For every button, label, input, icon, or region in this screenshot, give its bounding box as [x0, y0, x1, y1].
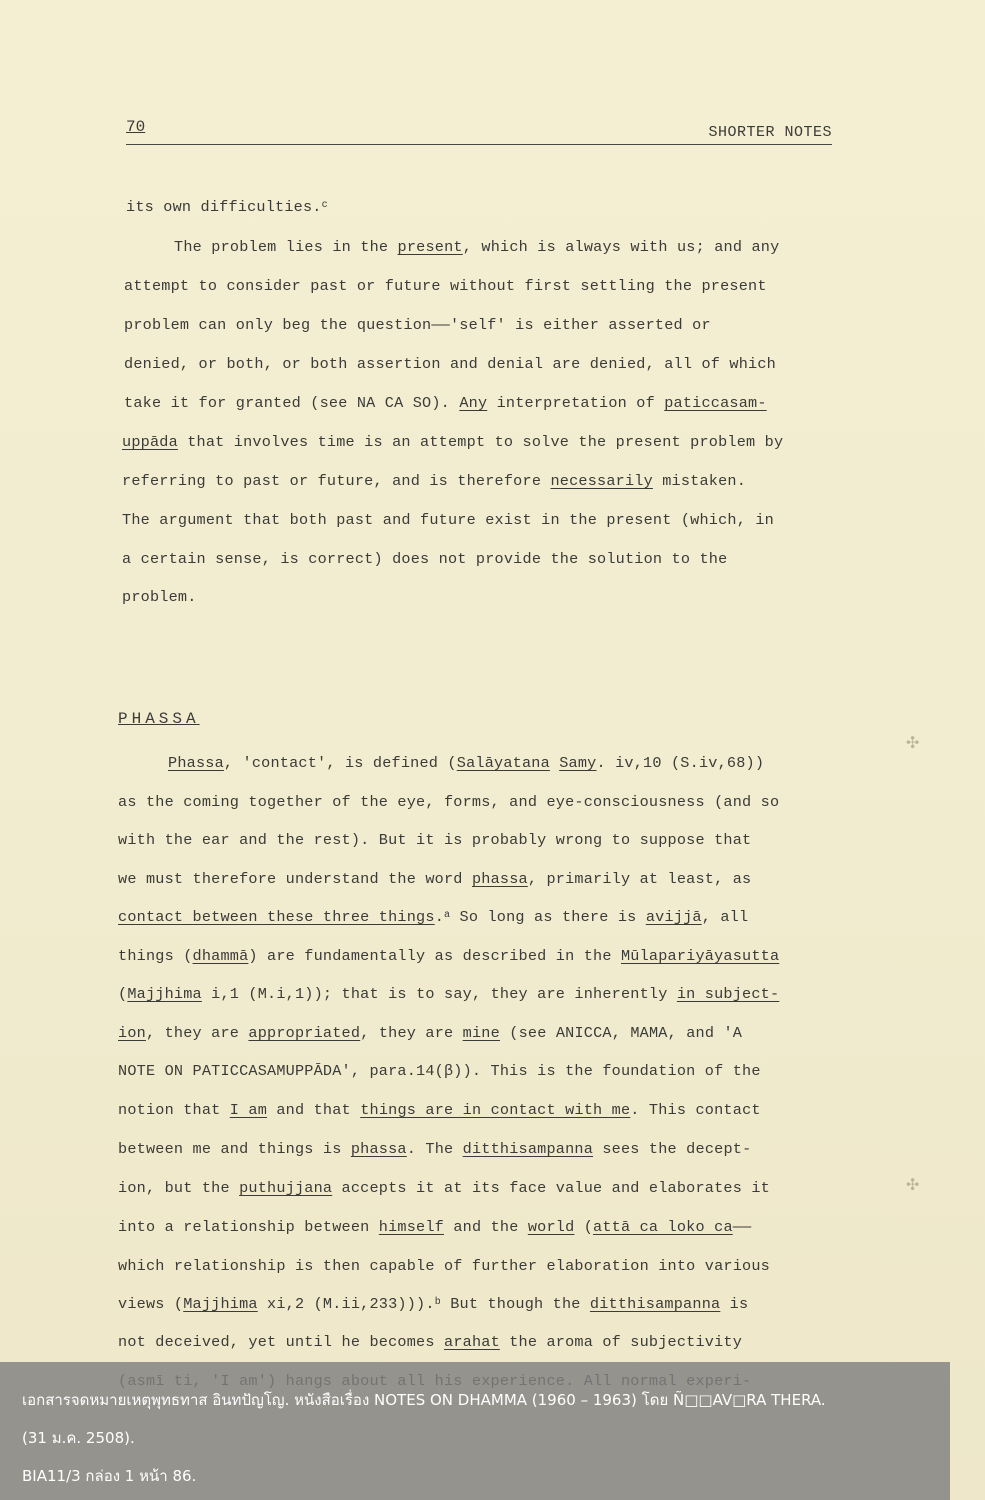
- text-line: NOTE ON PATICCASAMUPPĀDA', para.14(β)). This is the foundation of the: [118, 1062, 761, 1080]
- text-line: not deceived, yet until he becomes arahat the aroma of subjectivity: [118, 1333, 743, 1351]
- text-line: ion, but the puthujjana accepts it at its face value and elaborates it: [118, 1179, 770, 1197]
- text-line: with the ear and the rest). But it is probably wrong to suppose that: [118, 831, 752, 849]
- text-line: as the coming together of the eye, forms, and eye-consciousness (and so: [118, 793, 780, 811]
- text-line: referring to past or future, and is therefore necessarily mistaken.: [122, 472, 747, 490]
- text-line: Phassa, 'contact', is defined (Salāyatana Samy. iv,10 (S.iv,68)): [168, 754, 765, 772]
- text-line: views (Majjhima xi,2 (M.ii,233))).$^b$ But though the ditthisampanna is: [118, 1295, 749, 1313]
- text-line: notion that I am and that things are in contact with me. This contact: [118, 1101, 761, 1119]
- punch-mark: ✣: [906, 1175, 920, 1194]
- text-line: we must therefore understand the word phassa, primarily at least, as: [118, 870, 752, 888]
- archive-caption: [0, 1362, 950, 1500]
- page-header: [126, 118, 832, 145]
- text-line: The problem lies in the present, which is always with us; and any: [174, 238, 780, 256]
- text-line: uppāda that involves time is an attempt to solve the present problem by: [122, 433, 784, 451]
- text-line: The argument that both past and future exist in the present (which, in: [122, 511, 774, 529]
- caption-line: (31 ม.ค. 2508).: [22, 1429, 135, 1447]
- text-line: into a relationship between himself and the world (attā ca loko ca——: [118, 1218, 752, 1236]
- text-line: contact between these three things.$^a$ So long as there is avijjā, all: [118, 908, 749, 926]
- punch-mark: ✣: [906, 733, 920, 752]
- text-line: things (dhammā) are fundamentally as described in the Mūlapariyāyasutta: [118, 947, 780, 965]
- text-line: a certain sense, is correct) does not provide the solution to the: [122, 550, 728, 568]
- text-line: its own difficulties.$^c$: [126, 198, 328, 216]
- text-line: (Majjhima i,1 (M.i,1)); that is to say, they are inherently in subject-: [118, 985, 780, 1003]
- text-line: which relationship is then capable of further elaboration into various: [118, 1257, 770, 1275]
- running-head: SHORTER NOTES: [708, 124, 832, 141]
- caption-line: BIA11/3 กล่อง 1 หน้า 86.: [22, 1467, 197, 1485]
- text-line: between me and things is phassa. The ditthisampanna sees the decept-: [118, 1140, 752, 1158]
- text-line: denied, or both, or both assertion and denial are denied, all of which: [124, 355, 776, 373]
- text-line: problem can only beg the question——'self' is either asserted or: [124, 316, 711, 334]
- section-heading: PHASSA: [118, 710, 200, 728]
- text-line: attempt to consider past or future without first settling the present: [124, 277, 767, 295]
- text-line: ion, they are appropriated, they are mine (see ANICCA, MAMA, and 'A: [118, 1024, 743, 1042]
- text-line: problem.: [122, 588, 197, 606]
- page-number: 70: [126, 118, 146, 136]
- text-line: take it for granted (see NA CA SO). Any interpretation of paticcasam-: [124, 394, 767, 412]
- caption-line: เอกสารจดหมายเหตุพุทธทาส อินทปัญโญ. หนังสือเรื่อง NOTES ON DHAMMA (1960 – 1963) โดย Ñ□□AV□RA THERA.: [22, 1391, 826, 1409]
